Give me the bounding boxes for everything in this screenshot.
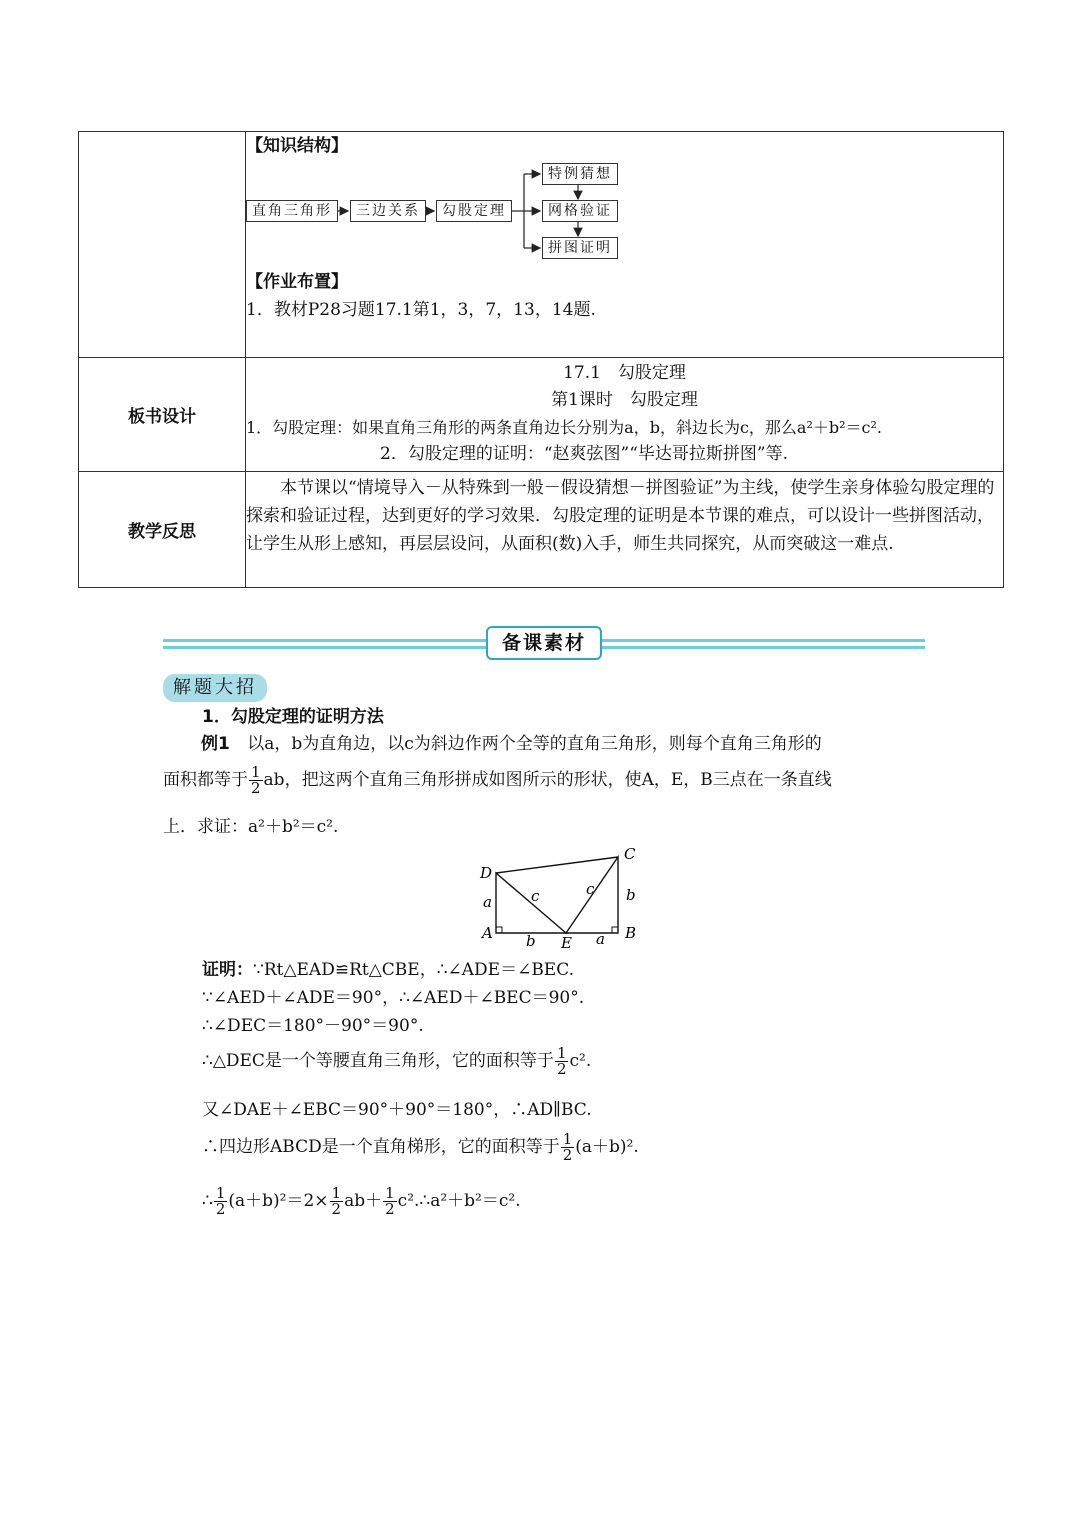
proof-label: 证明： [202,960,253,980]
label-b-bottom: b [526,932,536,950]
fraction-half: $\frac{1}{2}$ [562,1130,573,1164]
label-B: B [625,924,637,942]
reflection-text: 本节课以“情境导入－从特殊到一般－假设猜想－拼图验证”为主线，使学生亲身体验勾股定理的探索和验证过程，达到更好的学习效果．勾股定理的证明是本节课的难点，可以设计一些拼图活动，让学生从形上感知，再层层设问，从面积(数)入手，师生共同探究，从而突破这一难点. [246,472,1004,588]
trapezoid-figure [478,845,648,950]
proof-line-4: ∴△DEC是一个等腰直角三角形，它的面积等于 $\frac{1}{2}$ c². [202,1044,592,1078]
proof-line-7: ∴ $\frac{1}{2}$ (a＋b)²＝2× $\frac{1}{2}$ ab＋ $\frac{1}{2}$ c².∴a²＋b²＝c². [202,1184,521,1218]
label-a-bottom: a [596,930,605,948]
proof-line-2: ∵∠AED＋∠ADE＝90°，∴∠AED＋∠BEC＝90°. [202,988,585,1008]
board-line-2: 第1课时 勾股定理 [551,390,698,410]
example-text-2b: ab，把这两个直角三角形拼成如图所示的形状，使A，E，B三点在一条直线 [263,770,832,790]
flow-grid-verify: 网格验证 [542,200,618,222]
fraction-half: $\frac{1}{2}$ [251,763,261,797]
method-title: 1．勾股定理的证明方法 [202,707,384,727]
board-line-4: 2．勾股定理的证明：“赵爽弦图”“毕达哥拉斯拼图”等. [380,444,788,464]
proof-line-6: ∴四边形ABCD是一个直角梯形，它的面积等于 $\frac{1}{2}$ (a＋b)². [202,1130,639,1164]
knowledge-title: 【知识结构】 [246,136,348,156]
reflection-label: 教学反思 [79,472,246,588]
flow-special-case: 特例猜想 [542,163,618,185]
label-b-right: b [626,886,636,904]
row1-content-cell [246,132,1004,358]
label-E: E [561,934,572,950]
example-text-1: 以a，b为直角边，以c为斜边作两个全等的直角三角形，则每个直角三角形的 [247,734,822,754]
proof-line-3: ∴∠DEC＝180°－90°＝90°. [202,1016,424,1036]
example-line-3: 上．求证：a²＋b²＝c². [163,817,339,837]
fraction-half: $\frac{1}{2}$ [331,1184,342,1218]
example-line-2 [163,765,923,796]
board-design-label: 板书设计 [79,358,246,472]
flow-pythagorean: 勾股定理 [436,200,512,222]
label-a-left: a [483,893,492,911]
board-line-1: 17.1 勾股定理 [563,363,686,383]
flow-right-triangle: 直角三角形 [246,200,338,222]
label-A: A [482,924,493,942]
label-c-2: c [586,880,595,898]
homework-item: 1．教材P28习题17.1第1，3，7，13，14题. [246,300,596,320]
flow-side-relation: 三边关系 [350,200,426,222]
label-c-1: c [531,887,540,905]
fraction-half: $\frac{1}{2}$ [556,1044,567,1078]
row1-label-cell [79,132,246,358]
homework-title: 【作业布置】 [246,272,348,292]
tips-tag: 解题大招 [163,674,267,702]
knowledge-flowchart [246,162,886,262]
board-design-cell [246,358,1004,472]
fraction-half: $\frac{1}{2}$ [215,1184,226,1218]
banner-title: 备课素材 [486,626,602,660]
label-C: C [624,845,636,863]
proof-line-5: 又∠DAE＋∠EBC＝90°＋90°＝180°，∴AD∥BC. [202,1100,592,1120]
proof-line-1: 证明：∵Rt△EAD≌Rt△CBE，∴∠ADE＝∠BEC. [202,960,575,980]
flow-puzzle-proof: 拼图证明 [542,237,618,259]
fraction-half: $\frac{1}{2}$ [385,1184,395,1218]
label-D: D [480,864,493,882]
example-label: 例1 [201,734,230,754]
example-line-1 [163,729,923,759]
section-banner [163,626,925,662]
example-text-2a: 面积都等于 [163,770,248,790]
lesson-table [78,131,1004,588]
board-line-3: 1．勾股定理：如果直角三角形的两条直角边长分别为a，b，斜边长为c，那么a²＋b²＝c². [246,418,882,437]
